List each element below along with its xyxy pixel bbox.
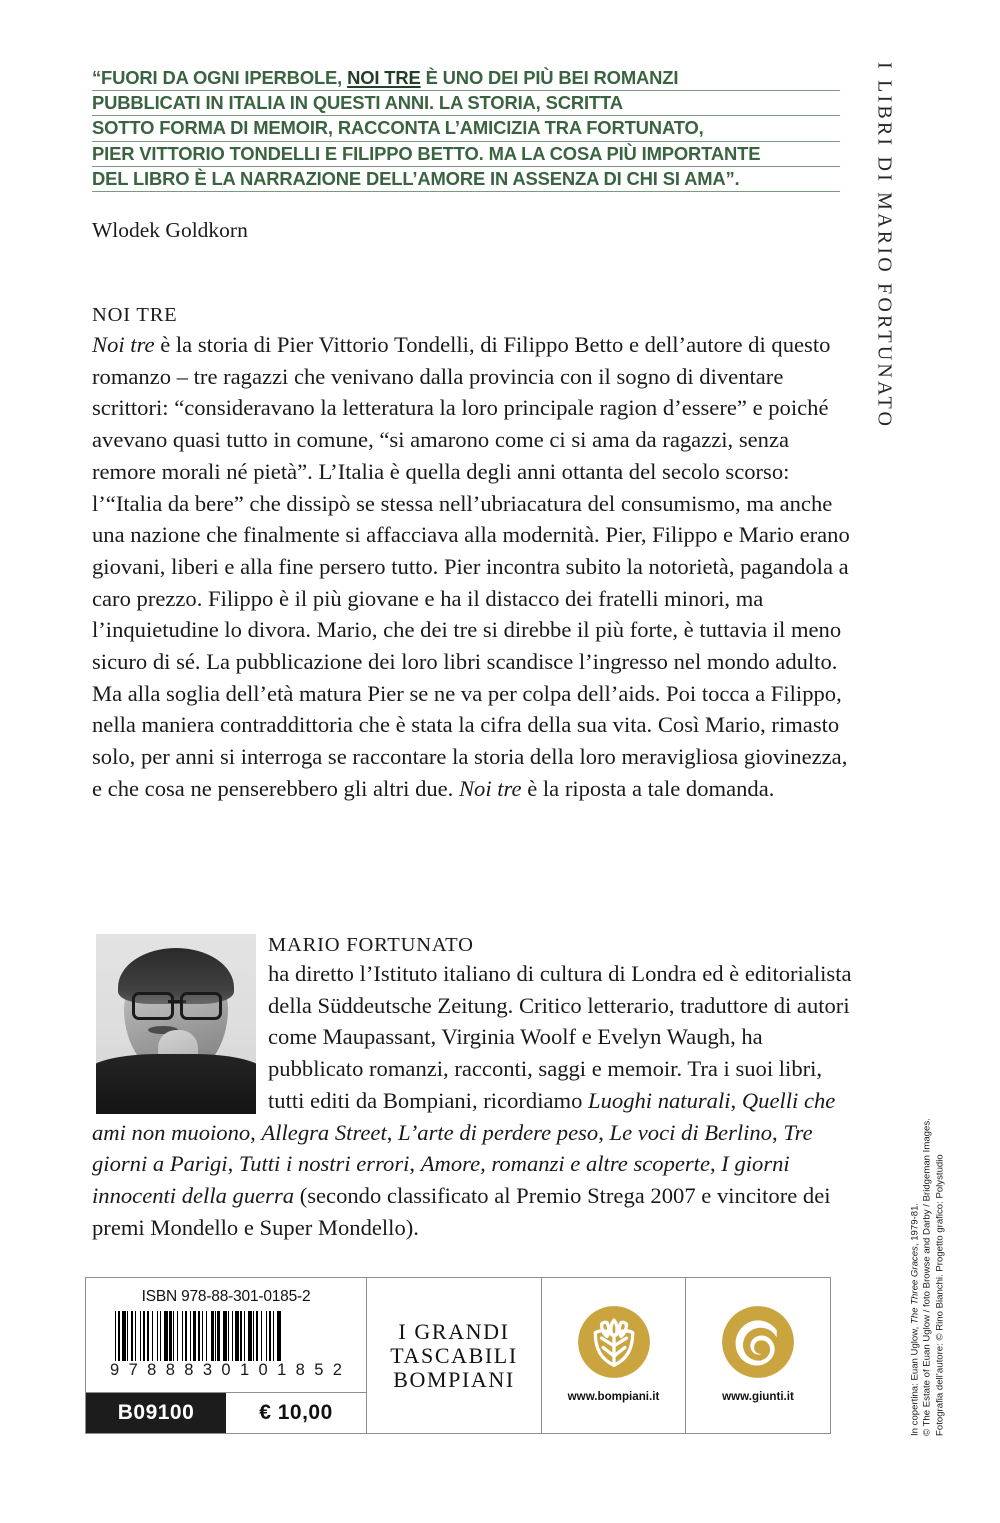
product-code: B09100: [86, 1393, 226, 1433]
series-label-text: I LIBRI DI MARIO FORTUNATO: [873, 62, 896, 430]
author-bio: [92, 933, 858, 1243]
quote-line-3: SOTTO FORMA DI MEMOIR, RACCONTA L’AMICIZIA TRA FORTUNATO,: [92, 116, 840, 141]
barcode-digit: 0: [221, 1361, 231, 1379]
author-name: MARIO FORTUNATO: [268, 934, 474, 956]
giunti-logo: [719, 1303, 797, 1381]
price-label: € 10,00: [226, 1393, 366, 1433]
photo-spacer: [92, 933, 268, 1115]
barcode-digits: [108, 1361, 344, 1380]
imprint-line-1: I GRANDI: [398, 1318, 510, 1344]
giunti-url[interactable]: www.giunti.it: [722, 1389, 794, 1403]
review-quote: [92, 66, 840, 192]
quote-line-5: DEL LIBRO È LA NARRAZIONE DELL’AMORE IN ASSENZA DI CHI SI AMA”.: [92, 167, 840, 192]
credit-line-2: © The Estate of Euan Uglow / foto Browse and Darby / Bridgeman Images.: [921, 1118, 933, 1436]
barcode-digit: 8: [295, 1361, 305, 1379]
credit-line-1: In copertina: Euan Uglow, The Three Graces, 1979-81.: [909, 1202, 921, 1436]
book-title: NOI TRE: [92, 304, 178, 326]
description-text: Noi tre è la storia di Pier Vittorio Tondelli, di Filippo Betto e dell’autore di questo romanzo – tre ragazzi che venivano dalla provincia con il sogno di diventare scrittori: “consideravano la letteratura la loro principale ragion d’essere” e poiché avevano quasi tutto in comune, “si amarono come ci si ama da ragazzi, senza remore morali né pietà”. L’Italia è quella degli anni ottanta del secolo scorso: l’“Italia da bere” che dissipò se stessa nell’ubriacatura del consumismo, ma anche una nazione che finalmente si affacciava alla modernità. Pier, Filippo e Mario erano giovani, liberi e alla fine persero tutto. Pier incontra subito la notorietà, pagandola a caro prezzo. Filippo è il più giovane e ha il distacco dei fratelli minori, ma l’inquietudine lo divora. Mario, che dei tre si direbbe il più forte, è tuttavia il meno sicuro di sé. La pubblicazione dei loro libri scandisce l’ingresso nel mondo adulto. Ma alla soglia dell’età matura Pier se ne va per colpa dell’aids. Poi tocca a Filippo, nella maniera contraddittoria che è stata la cifra della sua vita. Così Mario, rimasto solo, per anni si interroga se raccontare la storia della loro meravigliosa giovinezza, e che cosa ne penserebbero gli altri due. Noi tre è la riposta a tale domanda.: [92, 332, 856, 801]
series-label: [864, 62, 904, 482]
barcode-digit: 1: [277, 1361, 287, 1379]
price-row: [86, 1392, 366, 1433]
barcode-digit: 9: [110, 1361, 120, 1379]
barcode-digit: 7: [128, 1361, 138, 1379]
credit-line-3: Fotografia dell’autore: © Rino Bianchi. Progetto grafico: Polystudio: [934, 1154, 946, 1436]
quote-line-2: PUBBLICATI IN ITALIA IN QUESTI ANNI. LA STORIA, SCRITTA: [92, 91, 840, 116]
barcode-digit: 2: [332, 1361, 342, 1379]
barcode-digit: 8: [147, 1361, 157, 1379]
imprint-cell: [367, 1278, 542, 1433]
imprint-name: [390, 1320, 518, 1392]
bompiani-url[interactable]: www.bompiani.it: [567, 1389, 660, 1403]
cover-credits: [868, 1060, 988, 1440]
barcode-digit: 5: [314, 1361, 324, 1379]
book-description: [92, 303, 856, 805]
isbn-label: ISBN 978-88-301-0185-2: [141, 1288, 311, 1305]
author-bio-text: ha diretto l’Istituto italiano di cultura di Londra ed è editorialista della Süddeutsche Zeitung. Critico letterario, traduttore di autori come Maupassant, Virginia Woolf e Evelyn Waugh, ha pubblicato romanzi, racconti, saggi e memoir. Tra i suoi libri, tutti editi da Bompiani, ricordiamo Luoghi naturali, Quelli che ami non muoiono, Allegra Street, L’arte di perdere peso, Le voci di Berlino, Tre giorni a Parigi, Tutti i nostri errori, Amore, romanzi e altre scoperte, I giorni innocenti della guerra (secondo classificato al Premio Strega 2007 e vincitore dei premi Mondello e Super Mondello).: [92, 961, 858, 1240]
footer-bar: [85, 1277, 831, 1434]
bompiani-logo: [575, 1303, 653, 1381]
barcode-digit: 1: [239, 1361, 250, 1379]
imprint-line-3: BOMPIANI: [393, 1366, 515, 1392]
imprint-line-2: TASCABILI: [390, 1342, 518, 1368]
quote-line-1: “FUORI DA OGNI IPERBOLE, NOI TRE È UNO DEI PIÙ BEI ROMANZI: [92, 66, 840, 91]
credits-text: [909, 1064, 946, 1436]
barcode-digit: 3: [202, 1361, 212, 1379]
quote-line-4: PIER VITTORIO TONDELLI E FILIPPO BETTO. MA LA COSA PIÙ IMPORTANTE: [92, 142, 840, 167]
barcode-area: [86, 1278, 366, 1392]
barcode-cell: [86, 1278, 367, 1433]
giunti-logo-cell[interactable]: [686, 1278, 830, 1433]
barcode-digit: 8: [165, 1361, 175, 1379]
bompiani-logo-cell[interactable]: [542, 1278, 686, 1433]
barcode-digit: 0: [258, 1361, 268, 1379]
quote-attribution: Wlodek Goldkorn: [92, 218, 248, 242]
barcode-digit: 8: [184, 1361, 194, 1379]
